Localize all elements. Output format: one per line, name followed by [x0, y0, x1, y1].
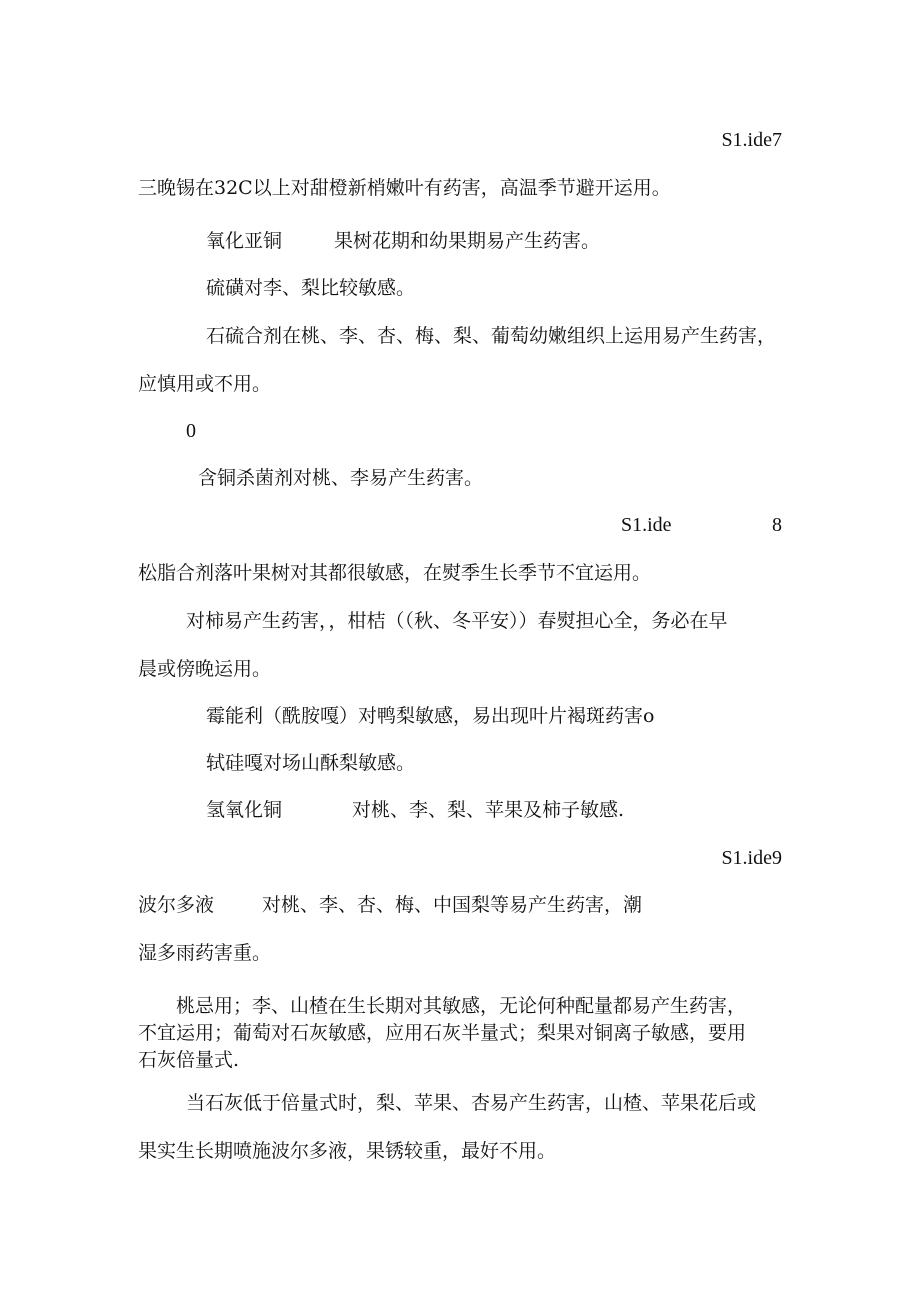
paragraph-line: 当石灰低于倍量式时，梨、苹果、杏易产生药害，山楂、苹果花后或: [186, 1092, 757, 1114]
slide-marker-8: S1.ide: [621, 514, 672, 536]
paragraph-line: 石硫合剂在桃、李、杏、梅、梨、葡萄幼嫩组织上运用易产生药害，: [206, 325, 777, 347]
stray-zero: 0: [186, 420, 196, 442]
paragraph-line: 晨或傍晚运用。: [138, 658, 272, 680]
paragraph-line: 轼硅嘎对场山酥梨敏感。: [206, 752, 416, 774]
paragraph-line: 含铜杀菌剂对桃、李易产生药害。: [198, 467, 484, 489]
term-label: 波尔多液: [138, 894, 215, 916]
paragraph-line: 松脂合剂落叶果树对其都很敏感，在熨季生长季节不宜运用。: [138, 562, 652, 584]
slide-number-8: 8: [772, 514, 782, 536]
paragraph-line: 对桃、李、杏、梅、中国梨等易产生药害，潮: [262, 894, 643, 916]
paragraph-line: 三晚锡在32C以上对甜橙新梢嫩叶有药害，高温季节避开运用。: [138, 177, 671, 199]
paragraph-line: 果实生长期喷施波尔多液，果锈较重，最好不用。: [138, 1140, 557, 1162]
paragraph-line: 果树花期和幼果期易产生药害。: [334, 230, 601, 252]
paragraph-line: 硫磺对李、梨比较敏感。: [206, 277, 416, 299]
paragraph-line: 对桃、李、梨、苹果及柿子敏感.: [352, 799, 625, 821]
term-label: 氧化亚铜: [206, 230, 283, 252]
term-label: 氢氧化铜: [206, 799, 283, 821]
paragraph-line: 桃忌用；李、山楂在生长期对其敏感，无论何种配量都易产生药害，: [176, 995, 747, 1017]
paragraph-line: 应慎用或不用。: [138, 373, 272, 395]
paragraph-line: 对柿易产生药害，，柑桔（（秋、冬平安））春熨担心全，务必在早: [186, 610, 728, 632]
slide-marker-9: S1.ide9: [721, 847, 782, 869]
paragraph-line: 不宜运用；葡萄对石灰敏感，应用石灰半量式；梨果对铜离子敏感，要用: [138, 1022, 747, 1044]
paragraph-line: 湿多雨药害重。: [138, 942, 272, 964]
slide-marker-7: S1.ide7: [721, 129, 782, 151]
paragraph-line: 石灰倍量式.: [138, 1049, 240, 1071]
paragraph-line: 霉能利（酰胺嘎）对鸭梨敏感，易出现叶片褐斑药害o: [206, 705, 655, 727]
